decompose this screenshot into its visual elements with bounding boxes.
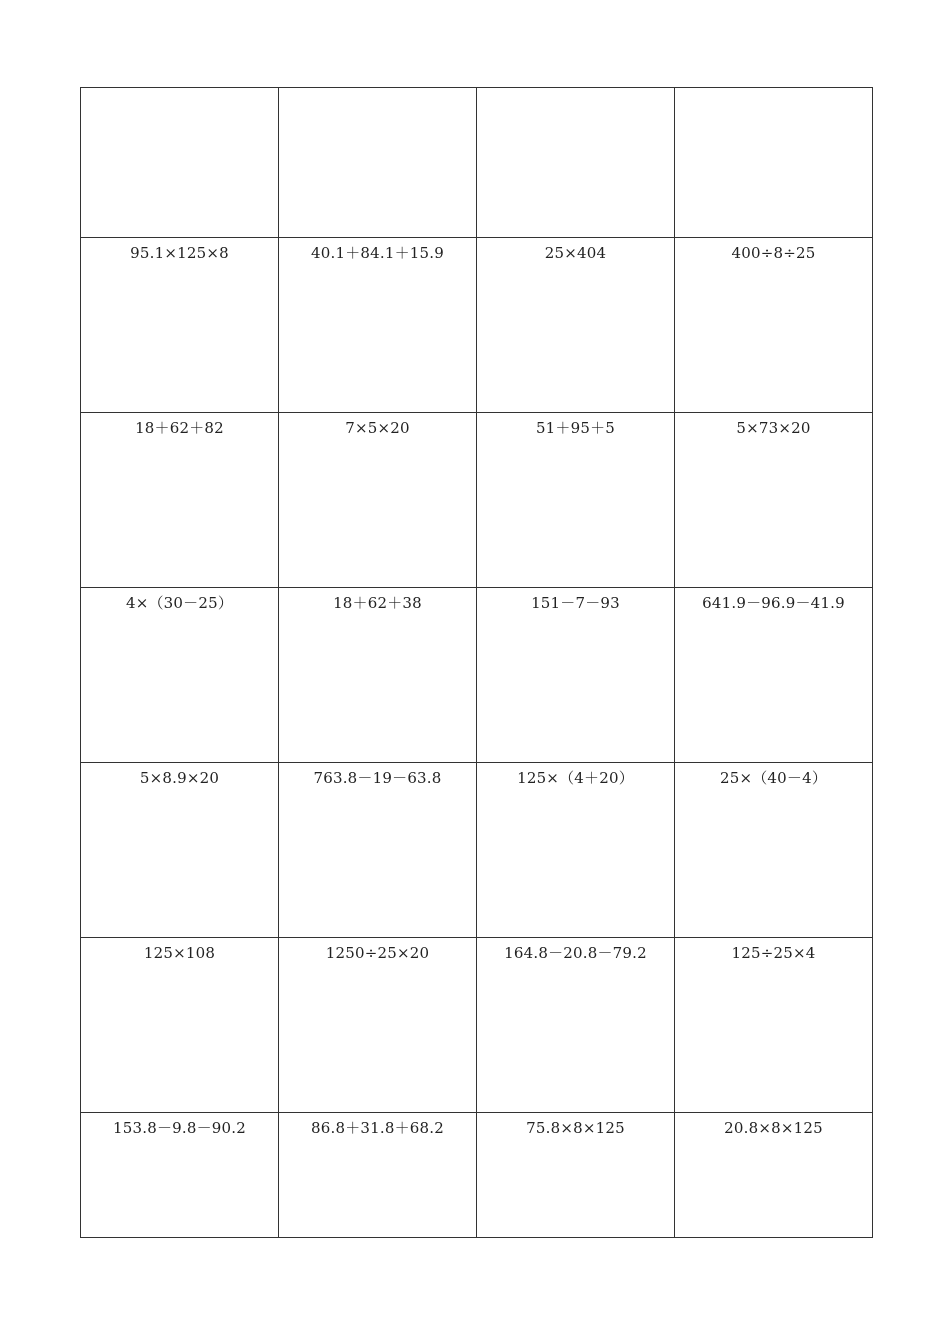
problem-expression: 7×5×20 — [345, 419, 410, 437]
problem-cell — [279, 938, 477, 1113]
problem-expression: 164.8－20.8－79.2 — [504, 944, 647, 962]
problem-cell — [81, 588, 279, 763]
problem-expression: 51＋95＋5 — [535, 419, 616, 437]
problem-cell — [675, 88, 873, 238]
problem-cell — [477, 938, 675, 1113]
problem-cell — [279, 588, 477, 763]
problem-expression: 153.8－9.8－90.2 — [113, 1119, 246, 1137]
problem-cell — [477, 238, 675, 413]
problem-cell — [81, 1113, 279, 1238]
problem-cell — [81, 88, 279, 238]
problem-cell — [477, 88, 675, 238]
problem-expression: 125×108 — [143, 944, 216, 962]
problem-cell — [675, 1113, 873, 1238]
problem-cell — [477, 413, 675, 588]
problem-expression: 25×（40－4） — [719, 769, 828, 787]
problem-expression: 5×8.9×20 — [139, 769, 220, 787]
table-row — [81, 938, 873, 1113]
problem-expression: 40.1＋84.1＋15.9 — [311, 244, 444, 262]
problem-cell — [81, 763, 279, 938]
problem-cell — [477, 588, 675, 763]
problem-expression: 86.8＋31.8＋68.2 — [311, 1119, 444, 1137]
problem-expression: 763.8－19－63.8 — [313, 769, 442, 787]
problem-expression: 18＋62＋82 — [135, 419, 224, 437]
problem-cell — [279, 88, 477, 238]
problem-expression: 25×404 — [544, 244, 607, 262]
problem-expression: 4×（30－25） — [125, 594, 234, 612]
problem-expression: 5×73×20 — [736, 419, 811, 437]
problem-cell — [279, 413, 477, 588]
problem-expression: 151－7－93 — [531, 594, 620, 612]
table-row — [81, 1113, 873, 1238]
table-row — [81, 88, 873, 238]
problem-expression: 95.1×125×8 — [130, 244, 229, 262]
calculation-worksheet-table — [80, 87, 873, 1238]
problem-cell — [675, 238, 873, 413]
problem-cell — [279, 763, 477, 938]
problem-expression: 1250÷25×20 — [325, 944, 430, 962]
problem-cell — [81, 238, 279, 413]
problem-expression: 75.8×8×125 — [526, 1119, 625, 1137]
problem-cell — [81, 413, 279, 588]
problem-cell — [675, 763, 873, 938]
problem-expression: 125×（4＋20） — [517, 769, 634, 787]
problem-cell — [279, 238, 477, 413]
table-row — [81, 413, 873, 588]
problem-expression: 125÷25×4 — [731, 944, 816, 962]
table-row — [81, 763, 873, 938]
problem-expression: 18＋62＋38 — [333, 594, 422, 612]
problem-expression: 400÷8÷25 — [731, 244, 816, 262]
problem-cell — [81, 938, 279, 1113]
table-row — [81, 588, 873, 763]
problem-expression: 641.9－96.9－41.9 — [702, 594, 845, 612]
table-row — [81, 238, 873, 413]
problem-cell — [279, 1113, 477, 1238]
problem-cell — [477, 1113, 675, 1238]
problem-cell — [675, 588, 873, 763]
problem-cell — [675, 938, 873, 1113]
problem-cell — [477, 763, 675, 938]
problem-expression: 20.8×8×125 — [724, 1119, 823, 1137]
problem-cell — [675, 413, 873, 588]
